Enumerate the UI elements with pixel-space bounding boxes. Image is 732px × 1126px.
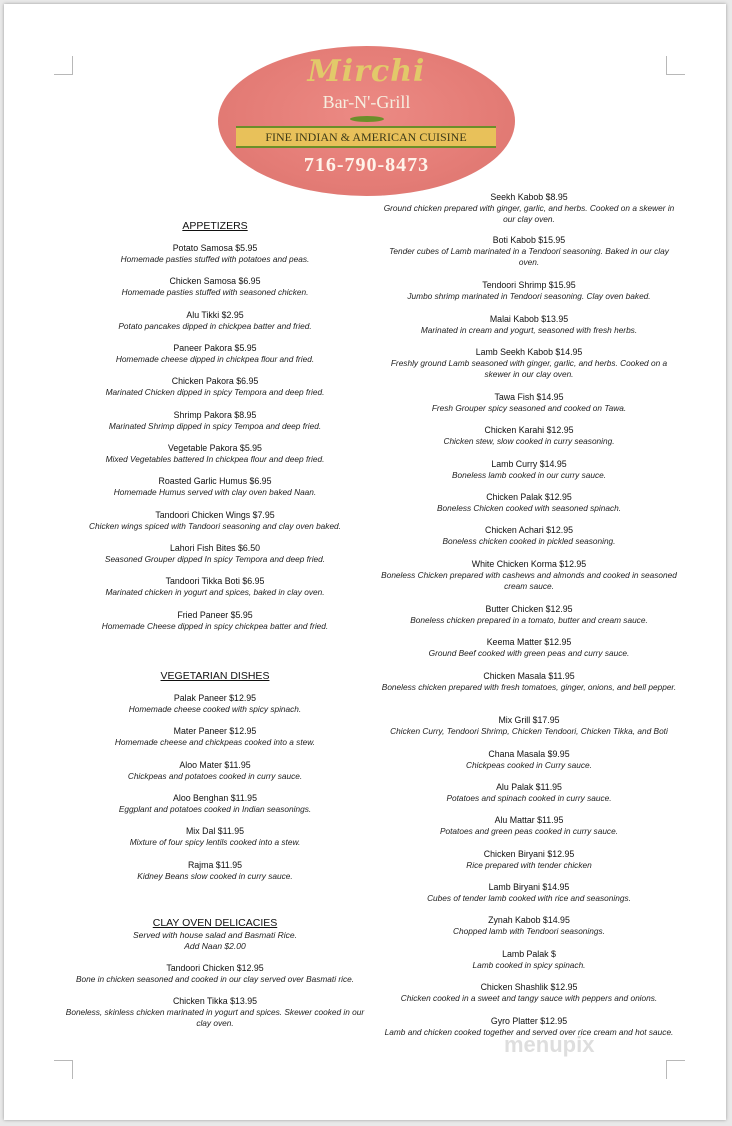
menu-item [379, 949, 679, 971]
menu-item-description: Boneless Chicken cooked with seasoned spinach. [436, 503, 622, 513]
menu-item-name: Chicken Karahi $12.95 [484, 425, 574, 435]
crop-mark [54, 56, 73, 75]
menu-item-description: Potatoes and green peas cooked in curry sauce. [439, 826, 619, 836]
menu-item-description: Freshly ground Lamb seasoned with ginger, garlic, and herbs. Cooked on a skewer in our clay oven. [390, 358, 668, 379]
menu-item [379, 749, 679, 771]
menu-item-description: Homemade Cheese dipped in spicy chickpea batter and fried. [101, 621, 329, 631]
menu-item [379, 425, 679, 447]
menu-item-description: Boneless, skinless chicken marinated in yogurt and spices. Skewer cooked in our clay oven. [65, 1007, 365, 1028]
menu-item-description: Kidney Beans slow cooked in curry sauce. [137, 871, 293, 881]
menu-item [64, 276, 366, 298]
menu-item-description: Lamb cooked in spicy spinach. [472, 960, 586, 970]
menu-page [4, 4, 726, 1120]
menu-item [379, 882, 679, 904]
menu-item [379, 314, 679, 336]
menu-item-name: White Chicken Korma $12.95 [471, 559, 587, 569]
menu-item-name: Chicken Biryani $12.95 [483, 849, 575, 859]
menu-item-name: Tandoori Tikka Boti $6.95 [165, 576, 265, 586]
menu-item [64, 410, 366, 432]
menu-item-name: Aloo Mater $11.95 [179, 760, 251, 770]
menu-item-description: Homemade pasties stuffed with potatoes and peas. [120, 254, 310, 264]
menu-item-name: Chicken Samosa $6.95 [169, 276, 261, 286]
menu-item-description: Homemade pasties stuffed with seasoned chicken. [121, 287, 309, 297]
menu-item-description: Chicken stew, slow cooked in curry seasoning. [443, 436, 615, 446]
menu-item [64, 610, 366, 632]
menu-item-name: Rajma $11.95 [187, 860, 243, 870]
menu-item-name: Lamb Seekh Kabob $14.95 [475, 347, 583, 357]
menu-item-name: Boti Kabob $15.95 [492, 235, 566, 245]
menu-item-name: Lamb Palak $ [502, 949, 556, 959]
menu-item-name: Fried Paneer $5.95 [177, 610, 253, 620]
menu-item-description: Chickpeas cooked in Curry sauce. [466, 760, 592, 770]
menu-item-name: Alu Palak $11.95 [496, 782, 562, 792]
menu-item-description: Chopped lamb with Tendoori seasonings. [453, 926, 605, 936]
menu-item [379, 559, 679, 592]
menu-item-name: Chicken Masala $11.95 [483, 671, 575, 681]
menu-item [379, 235, 679, 268]
menu-item [64, 243, 366, 265]
menu-item [64, 793, 366, 815]
menu-item [379, 492, 679, 514]
menu-item-name: Tandoori Chicken Wings $7.95 [155, 510, 275, 520]
restaurant-logo [218, 46, 515, 196]
leaf-icon [350, 116, 384, 122]
menu-item [64, 963, 366, 985]
menu-item [379, 982, 679, 1004]
menu-item-description: Homemade cheese dipped in chickpea flour and fried. [115, 354, 315, 364]
menu-item [64, 860, 366, 882]
menu-item-name: Tendoori Shrimp $15.95 [482, 280, 576, 290]
section-title-clay-oven: CLAY OVEN DELICACIES [152, 917, 278, 929]
menu-item-name: Mater Paneer $12.95 [173, 726, 257, 736]
menu-item-name: Malai Kabob $13.95 [489, 314, 569, 324]
menu-item [64, 510, 366, 532]
menu-item [379, 782, 679, 804]
menu-item-name: Chicken Tikka $13.95 [172, 996, 258, 1006]
menu-item [64, 726, 366, 748]
menu-item-name: Aloo Benghan $11.95 [173, 793, 257, 803]
menu-item [379, 815, 679, 837]
menu-item [379, 280, 679, 302]
menu-item-description: Chicken Curry, Tendoori Shrimp, Chicken Tendoori, Chicken Tikka, and Boti [390, 726, 668, 736]
menu-item-description: Fresh Grouper spicy seasoned and cooked on Tawa. [431, 403, 627, 413]
menu-item-description: Bone in chicken seasoned and cooked in our clay served over Basmati rice. [75, 974, 355, 984]
menu-item-name: Chicken Shashlik $12.95 [480, 982, 578, 992]
menu-item [64, 693, 366, 715]
menu-item-description: Mixed Vegetables battered In chickpea flour and deep fried. [105, 454, 325, 464]
menu-item-name: Shrimp Pakora $8.95 [173, 410, 257, 420]
menu-item-description: Marinated chicken in yogurt and spices, baked in clay oven. [105, 587, 325, 597]
crop-mark [666, 56, 685, 75]
menu-item [379, 604, 679, 626]
menu-item [379, 192, 679, 225]
menu-item-description: Chickpeas and potatoes cooked in curry sauce. [127, 771, 303, 781]
menu-item-name: Roasted Garlic Humus $6.95 [158, 476, 272, 486]
menu-item-name: Tandoori Chicken $12.95 [166, 963, 264, 973]
menu-item [379, 392, 679, 414]
menu-item-name: Mix Dal $11.95 [185, 826, 245, 836]
menu-item-description: Eggplant and potatoes cooked in Indian seasonings. [118, 804, 312, 814]
menu-item-description: Mixture of four spicy lentils cooked into a stew. [129, 837, 301, 847]
menu-item-description: Potatoes and spinach cooked in curry sauce. [446, 793, 612, 803]
menu-item-description: Chicken wings spiced with Tandoori seasoning and clay oven baked. [89, 521, 341, 531]
section-title-vegetarian: VEGETARIAN DISHES [160, 670, 270, 682]
menu-item-name: Lahori Fish Bites $6.50 [170, 543, 260, 553]
crop-mark [666, 1060, 685, 1079]
menu-item [379, 715, 679, 737]
logo-phone: 716-790-8473 [303, 154, 430, 176]
menu-item-name: Lamb Curry $14.95 [491, 459, 567, 469]
menu-item-name: Paneer Pakora $5.95 [173, 343, 257, 353]
menu-item-name: Potato Samosa $5.95 [172, 243, 258, 253]
logo-subtitle: Bar-N'-Grill [322, 92, 411, 112]
menu-item [64, 476, 366, 498]
menu-item-description: Cubes of tender lamb cooked with rice and seasonings. [427, 893, 631, 903]
menu-item [379, 849, 679, 871]
logo-tagline: FINE INDIAN & AMERICAN CUISINE [236, 126, 496, 148]
menu-item-name: Chicken Pakora $6.95 [171, 376, 259, 386]
menu-item-description: Potato pancakes dipped in chickpea batter and fried. [118, 321, 312, 331]
menu-item [379, 459, 679, 481]
menu-item-name: Alu Mattar $11.95 [494, 815, 564, 825]
menu-item-description: Jumbo shrimp marinated in Tendoori seasoning. Clay oven baked. [407, 291, 651, 301]
menu-item-name: Butter Chicken $12.95 [485, 604, 573, 614]
menu-item-description: Seasoned Grouper dipped In spicy Tempora and deep fried. [104, 554, 326, 564]
menu-item-name: Seekh Kabob $8.95 [490, 192, 568, 202]
menu-item-name: Keema Matter $12.95 [486, 637, 572, 647]
section-title-appetizers: APPETIZERS [182, 220, 248, 232]
menu-item [379, 347, 679, 380]
menu-item [64, 343, 366, 365]
menu-item-description: Boneless Chicken prepared with cashews and almonds and cooked in seasoned cream sauce. [381, 570, 677, 591]
menu-item [64, 543, 366, 565]
menu-item-name: Alu Tikki $2.95 [186, 310, 244, 320]
menu-item [64, 576, 366, 598]
menu-item-description: Homemade cheese cooked with spicy spinach. [128, 704, 302, 714]
menu-item [64, 443, 366, 465]
menu-item [64, 826, 366, 848]
menu-item-description: Boneless chicken cooked in pickled seasoning. [442, 536, 616, 546]
menu-item-name: Mix Grill $17.95 [498, 715, 560, 725]
menu-item-name: Gyro Platter $12.95 [490, 1016, 568, 1026]
menu-item-name: Chana Masala $9.95 [488, 749, 570, 759]
menu-item-description: Ground Beef cooked with green peas and curry sauce. [428, 648, 630, 658]
menu-item-name: Palak Paneer $12.95 [173, 693, 257, 703]
menu-item [379, 525, 679, 547]
menu-item [379, 671, 679, 693]
menu-item-description: Marinated in cream and yogurt, seasoned with fresh herbs. [420, 325, 638, 335]
menu-item-name: Chicken Palak $12.95 [486, 492, 572, 502]
menu-item-description: Homemade Humus served with clay oven baked Naan. [113, 487, 317, 497]
menu-item-name: Chicken Achari $12.95 [484, 525, 574, 535]
menu-item-description: Boneless chicken prepared in a tomato, butter and cream sauce. [410, 615, 648, 625]
menu-item-name: Zynah Kabob $14.95 [488, 915, 570, 925]
menu-item-name: Lamb Biryani $14.95 [488, 882, 570, 892]
menu-item-description: Boneless lamb cooked in our curry sauce. [451, 470, 607, 480]
menu-item [64, 376, 366, 398]
menu-item [379, 637, 679, 659]
menu-item [64, 996, 366, 1029]
menu-item-description: Tender cubes of Lamb marinated in a Tendoori seasoning. Baked in our clay oven. [389, 246, 669, 267]
menu-item-description: Boneless chicken prepared with fresh tomatoes, ginger, onions, and bell pepper. [381, 682, 677, 692]
menu-item-description: Lamb and chicken cooked together and served over rice cream and hot sauce. [384, 1027, 674, 1037]
menu-item-description: Marinated Shrimp dipped in spicy Tempoa and deep fried. [108, 421, 322, 431]
menu-item-description: Marinated Chicken dipped in spicy Tempora and deep fried. [105, 387, 325, 397]
menu-item-description: Chicken cooked in a sweet and tangy sauce with peppers and onions. [400, 993, 658, 1003]
menu-item-description: Ground chicken prepared with ginger, garlic, and herbs. Cooked on a skewer in our clay oven. [383, 203, 675, 224]
menu-item-name: Vegetable Pakora $5.95 [168, 443, 262, 453]
menu-item [64, 310, 366, 332]
menu-item-name: Tawa Fish $14.95 [494, 392, 564, 402]
menu-item-description: Rice prepared with tender chicken [466, 860, 592, 870]
logo-name: Mirchi [307, 54, 426, 89]
menu-item [64, 760, 366, 782]
menu-item [379, 915, 679, 937]
section-intro: Add Naan $2.00 [184, 941, 246, 951]
menu-item-description: Homemade cheese and chickpeas cooked into a stew. [114, 737, 316, 747]
section-intro: Served with house salad and Basmati Rice. [133, 930, 297, 940]
watermark: menupix [504, 1032, 595, 1057]
crop-mark [54, 1060, 73, 1079]
